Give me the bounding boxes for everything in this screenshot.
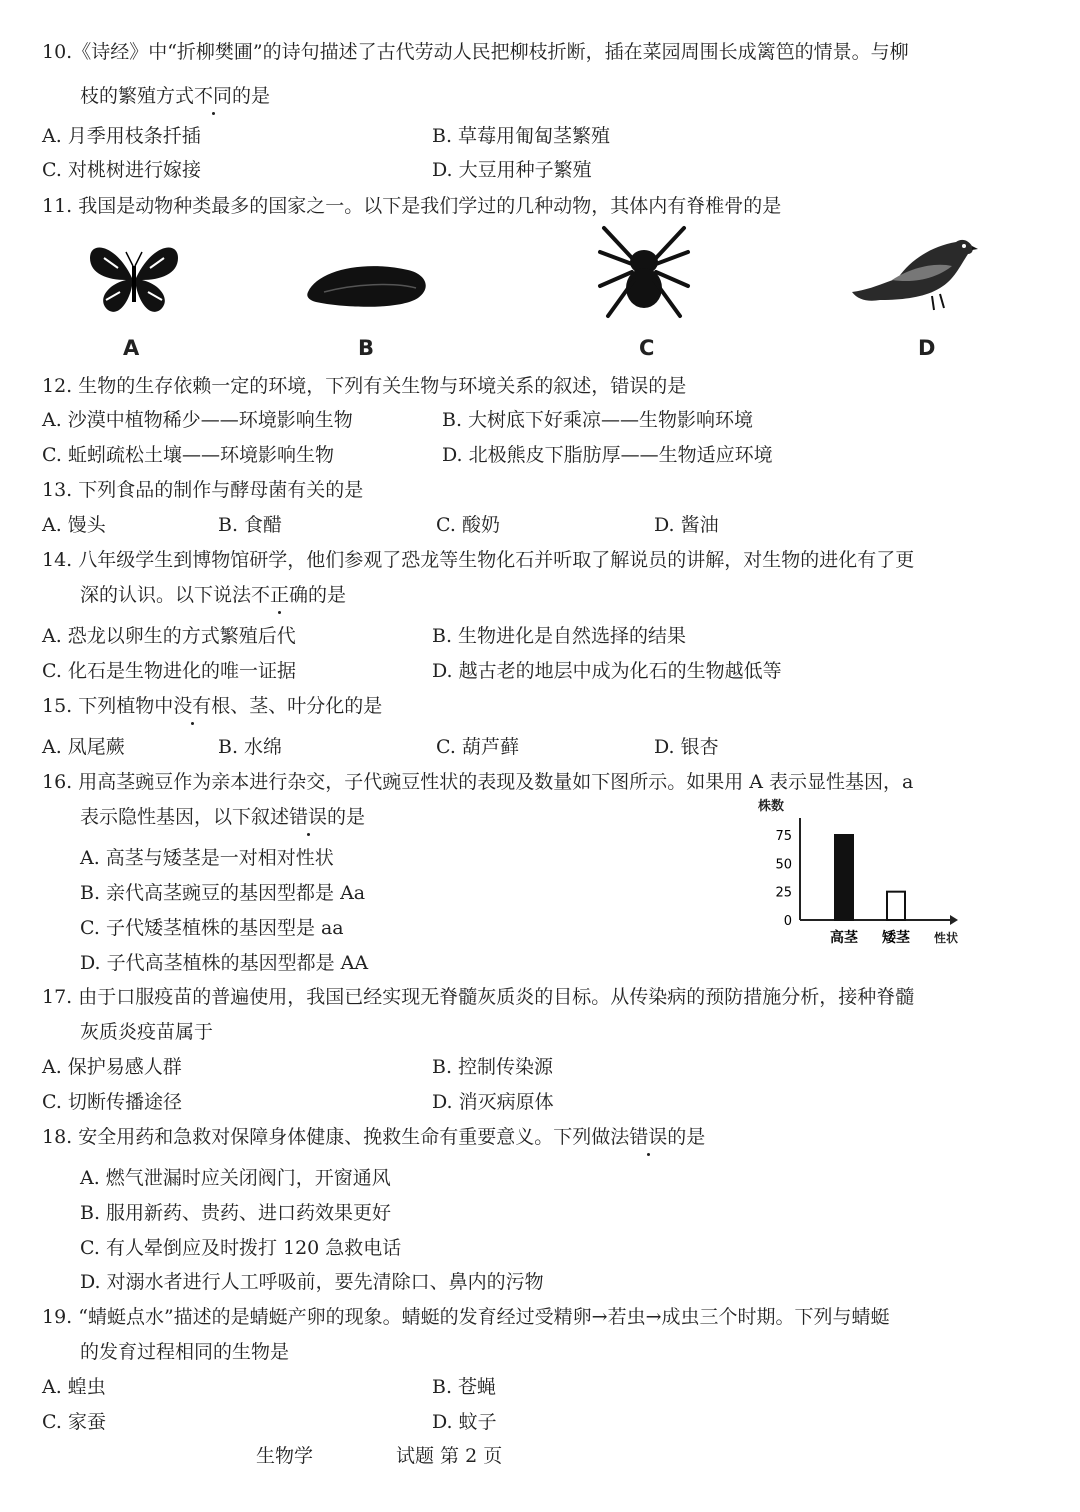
q14-option-c: C. 化石是生物进化的唯一证据 (42, 660, 296, 682)
chart-x-axis-arrow (950, 915, 958, 925)
q15-option-d: D. 银杏 (654, 736, 719, 758)
q17-option-c: C. 切断传播途径 (42, 1091, 182, 1113)
q10-stem: 10.《诗经》中“折柳樊圃”的诗句描述了古代劳动人民把柳枝折断，插在菜园周围长成篱笆的情景。与柳 (42, 41, 909, 63)
q16-stem-cont: 表示隐性基因，以下叙述错误的是 (80, 806, 366, 828)
chart-ylabel: 株数 (758, 799, 785, 814)
q12-option-d: D. 北极熊皮下脂肪厚——生物适应环境 (442, 444, 773, 466)
q17-stem-cont: 灰质炎疫苗属于 (80, 1021, 214, 1043)
q16-option-a: A. 高茎与矮茎是一对相对性状 (80, 847, 334, 869)
q15-option-c: C. 葫芦藓 (436, 736, 519, 758)
q17-option-a: A. 保护易感人群 (42, 1056, 182, 1078)
footer-page-number: 试题 第 2 页 (396, 1445, 503, 1467)
q17-option-b: B. 控制传染源 (432, 1056, 554, 1078)
chart-bar (887, 892, 905, 920)
q15-stem: 15. 下列植物中没有根、茎、叶分化的是 (42, 695, 383, 717)
q13-option-d: D. 酱油 (654, 514, 719, 536)
q11-label-d: D (918, 336, 936, 360)
q17-stem: 17. 由于口服疫苗的普遍使用，我国已经实现无脊髓灰质炎的目标。从传染病的预防措施分析，接种脊髓 (42, 986, 915, 1008)
q17-option-d: D. 消灭病原体 (432, 1091, 554, 1113)
q13-option-b: B. 食醋 (218, 514, 283, 536)
q14-option-b: B. 生物进化是自然选择的结果 (432, 625, 687, 647)
q14-option-d: D. 越古老的地层中成为化石的生物越低等 (432, 660, 782, 682)
q16-option-d: D. 子代高茎植株的基因型都是 AA (80, 952, 369, 974)
q10-option-d: D. 大豆用种子繁殖 (432, 159, 592, 181)
pigeon-image (848, 232, 980, 316)
chart-y-tick-label: 25 (775, 885, 792, 901)
q14-stem-cont: 深的认识。以下说法不正确的是 (80, 584, 347, 606)
q13-stem: 13. 下列食品的制作与酵母菌有关的是 (42, 479, 364, 501)
q16-bar-chart (752, 796, 982, 956)
q11-label-a: A (123, 336, 140, 360)
q18-option-a: A. 燃气泄漏时应关闭阀门，开窗通风 (80, 1167, 391, 1189)
q13-option-a: A. 馒头 (42, 514, 106, 536)
q10-option-b: B. 草莓用匍匐茎繁殖 (432, 125, 611, 147)
q18-option-c: C. 有人晕倒应及时拨打 120 急救电话 (80, 1237, 402, 1259)
spider-image (596, 222, 692, 332)
chart-y-tick-label: 50 (775, 857, 792, 873)
q19-stem: 19. “蜻蜓点水”描述的是蜻蜓产卵的现象。蜻蜓的发育经过受精卵→若虫→成虫三个时期。下列与蜻蜓 (42, 1306, 890, 1328)
q12-option-a: A. 沙漠中植物稀少——环境影响生物 (42, 409, 353, 431)
chart-x-tick-label: 矮茎 (882, 930, 910, 946)
q11-label-b: B (358, 336, 375, 360)
butterfly-image (86, 240, 182, 320)
q12-option-c: C. 蚯蚓疏松土壤——环境影响生物 (42, 444, 334, 466)
q18-stem: 18. 安全用药和急救对保障身体健康、挽救生命有重要意义。下列做法错误的是 (42, 1126, 706, 1148)
q16-option-c: C. 子代矮茎植株的基因型是 aa (80, 917, 344, 939)
q13-option-c: C. 酸奶 (436, 514, 500, 536)
q19-option-a: A. 蝗虫 (42, 1376, 106, 1398)
q18-option-b: B. 服用新药、贵药、进口药效果更好 (80, 1202, 392, 1224)
q15-option-b: B. 水绵 (218, 736, 283, 758)
q14-option-a: A. 恐龙以卵生的方式繁殖后代 (42, 625, 296, 647)
q10-option-c: C. 对桃树进行嫁接 (42, 159, 201, 181)
q15-option-a: A. 凤尾蕨 (42, 736, 125, 758)
q16-stem: 16. 用高茎豌豆作为亲本进行杂交，子代豌豆性状的表现及数量如下图所示。如果用 A 表示显性基因，a (42, 771, 914, 793)
chart-x-tick-label: 高茎 (830, 930, 858, 946)
q19-option-b: B. 苍蝇 (432, 1376, 497, 1398)
q14-stem: 14. 八年级学生到博物馆研学，他们参观了恐龙等生物化石并听取了解说员的讲解，对生物的进化有了更 (42, 549, 915, 571)
q18-option-d: D. 对溺水者进行人工呼吸前，要先清除口、鼻内的污物 (80, 1271, 544, 1293)
q10-stem-cont: 枝的繁殖方式不同的是 (80, 85, 271, 107)
q12-option-b: B. 大树底下好乘凉——生物影响环境 (442, 409, 754, 431)
q19-option-d: D. 蚊子 (432, 1411, 497, 1433)
chart-y-tick-label: 0 (783, 914, 792, 929)
chart-bar (835, 835, 853, 920)
q16-option-b: B. 亲代高茎豌豆的基因型都是 Aa (80, 882, 366, 904)
q19-option-c: C. 家蚕 (42, 1411, 106, 1433)
chart-xlabel: 性状 (934, 931, 959, 945)
q19-stem-cont: 的发育过程相同的生物是 (80, 1341, 290, 1363)
q11-label-c: C (639, 336, 655, 360)
footer-subject: 生物学 (256, 1445, 314, 1467)
q10-option-a: A. 月季用枝条扦插 (42, 125, 201, 147)
chart-y-tick-label: 75 (775, 829, 792, 844)
q12-stem: 12. 生物的生存依赖一定的环境，下列有关生物与环境关系的叙述，错误的是 (42, 375, 687, 397)
mussel-image (304, 262, 434, 310)
q11-stem: 11. 我国是动物种类最多的国家之一。以下是我们学过的几种动物，其体内有脊椎骨的是 (42, 195, 782, 217)
